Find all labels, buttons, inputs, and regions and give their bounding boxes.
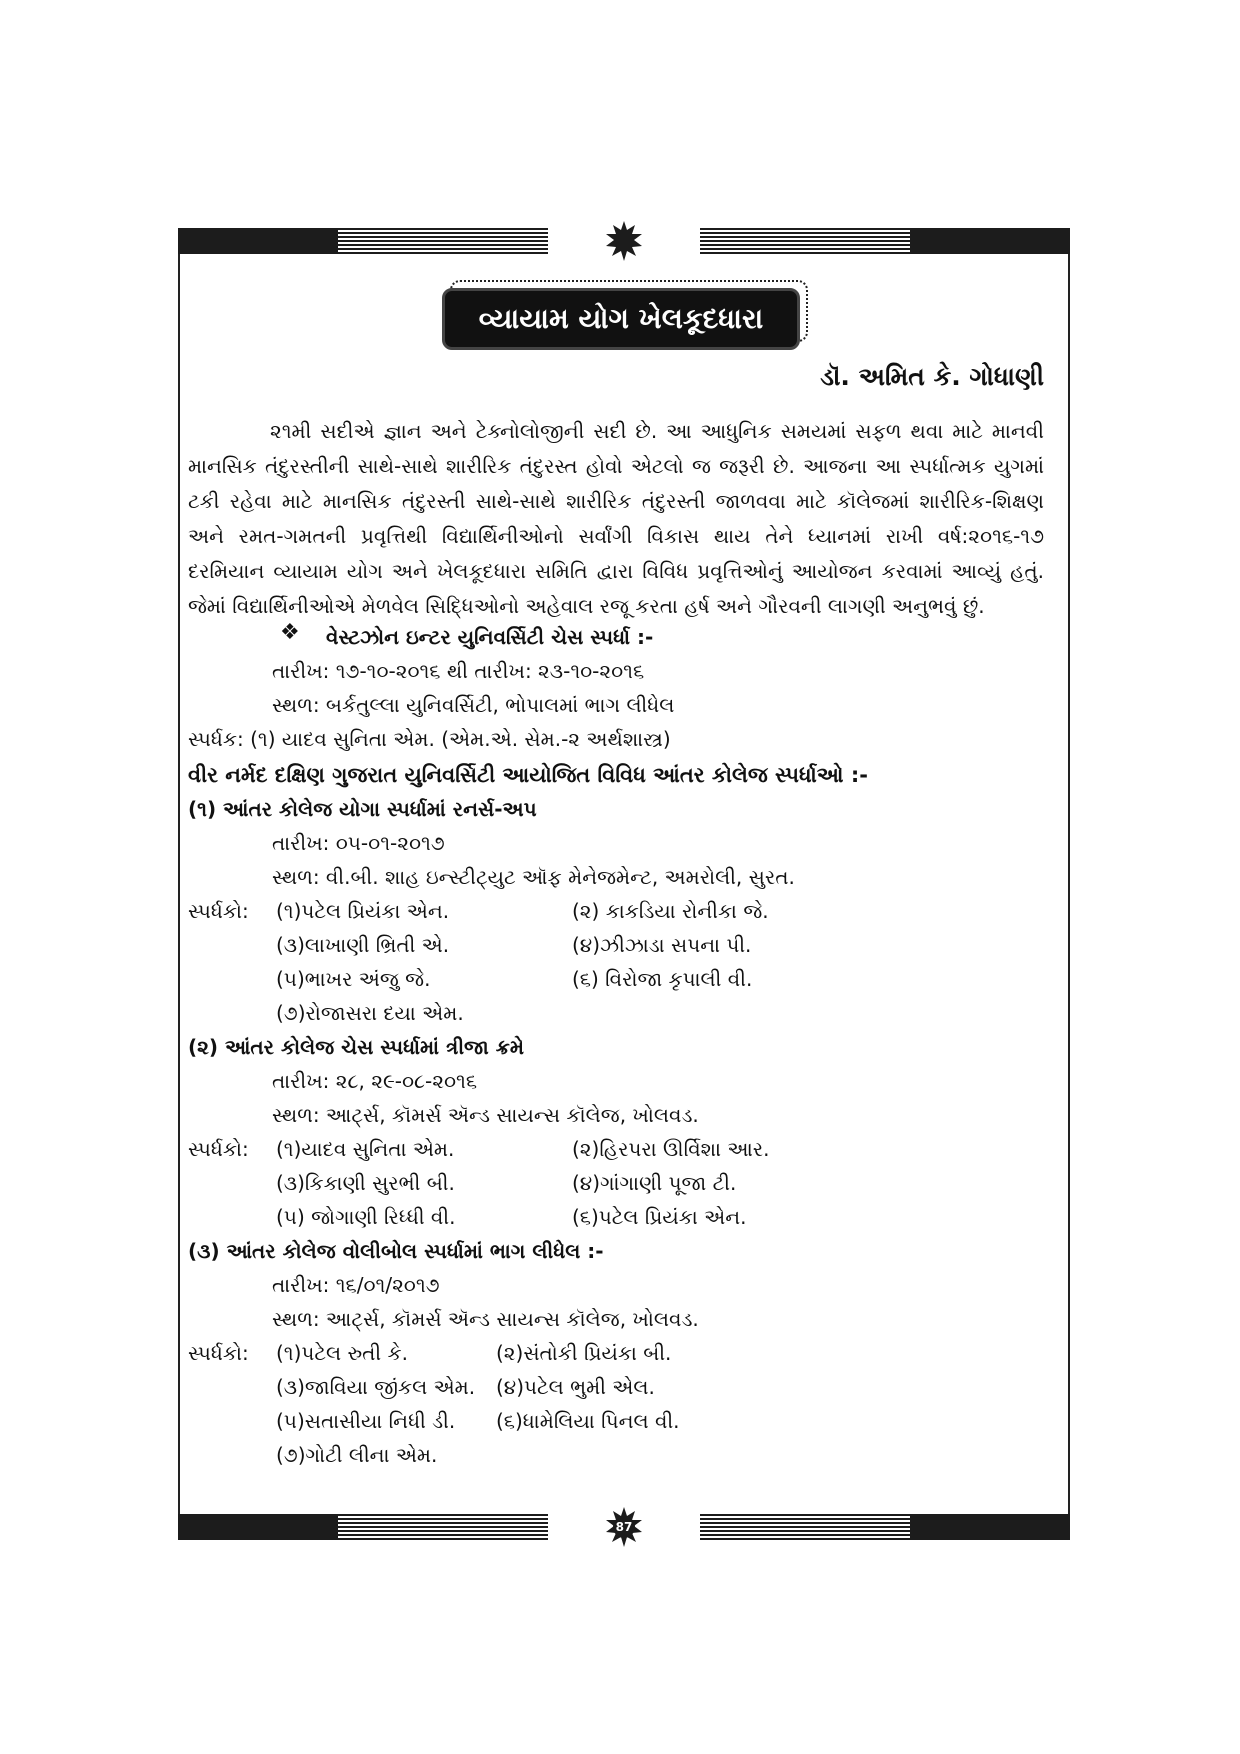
author-name: ડૉ. અમિત કે. ગોધાણી [820, 362, 1044, 391]
participant: (૪)ગાંગાણી પૂજા ટી. [572, 1171, 737, 1195]
bottom-band [178, 1514, 1070, 1540]
participant: (૧)પટેલ રુતી કે. [276, 1341, 408, 1365]
participant: (૪)પટેલ ભુમી એલ. [496, 1375, 655, 1399]
event-date: તારીખ: ૨૮, ૨૯-૦૮-૨૦૧૬ [272, 1069, 478, 1093]
event-venue: સ્થળ: આર્ટ્સ, કૉમર્સ ઍન્ડ સાયન્સ કૉલેજ, ખોલવડ. [272, 1103, 699, 1127]
intercollege-heading: વીર નર્મદ દક્ષિણ ગુજરાત યુનિવર્સિટી આયોજિત વિવિધ આંતર કોલેજ સ્પર્ધાઓ :- [188, 763, 868, 787]
participants-label: સ્પર્ધકો: [188, 1341, 249, 1365]
diamond-bullet-icon: ❖ [280, 620, 300, 645]
event-date: તારીખ: ૦૫-૦૧-૨૦૧૭ [272, 831, 445, 855]
participants-label: સ્પર્ધકો: [188, 899, 249, 923]
page-number: 87 [615, 1520, 633, 1534]
intro-line: દરમિયાન વ્યાયામ યોગ અને ખેલકૂદધારા સમિતિ દ્વારા વિવિધ પ્રવૃત્તિઓનું આયોજન કરવામાં આવ્યું હતું. [188, 559, 1044, 583]
intro-paragraph [188, 414, 1044, 624]
event-date: તારીખ: ૧૬/૦૧/૨૦૧૭ [272, 1273, 440, 1297]
participant: (૨)સંતોકી પ્રિયંકા બી. [496, 1341, 672, 1365]
event-venue: સ્થળ: આર્ટ્સ, કૉમર્સ ઍન્ડ સાયન્સ કૉલેજ, ખોલવડ. [272, 1307, 699, 1331]
page-title: વ્યાયામ યોગ ખેલકૂદધારા [442, 288, 800, 350]
participants-label: સ્પર્ધકો: [188, 1137, 249, 1161]
event-heading: (૨) આંતર કોલેજ ચેસ સ્પર્ધામાં ત્રીજા ક્રમે [188, 1035, 524, 1059]
participant: (૨)હિરપરા ઊર્વિશા આર. [572, 1137, 770, 1161]
event-heading: (૩) આંતર કોલેજ વોલીબોલ સ્પર્ધામાં ભાગ લીધેલ :- [188, 1239, 604, 1263]
participant: (૩)લાખાણી ભ્રિતી એ. [276, 933, 450, 957]
participant: (૩)જાવિયા જીંકલ એમ. [276, 1375, 476, 1399]
participant: (૪)ઝીઝાડા સપના પી. [572, 933, 752, 957]
intro-line: ૨૧મી સદીએ જ્ઞાન અને ટેક્નોલોજીની સદી છે. આ આધુનિક સમયમાં સફળ થવા માટે માનવી [270, 419, 1044, 443]
title-banner [442, 288, 808, 352]
participant: (૬)પટેલ પ્રિયંકા એન. [572, 1205, 747, 1229]
page-number-badge [604, 1507, 644, 1547]
sun-ornament-icon [604, 221, 644, 261]
participant: (૧)પટેલ પ્રિયંકા એન. [276, 899, 450, 923]
intro-line: જેમાં વિદ્યાર્થિનીઓએ મેળવેલ સિદ્ધિઓનો અહેવાલ રજૂ કરતા હર્ષ અને ગૌરવની લાગણી અનુભવું છું. [188, 594, 985, 618]
participant: (૫) જોગાણી રિધ્ધી વી. [276, 1205, 456, 1229]
event-venue: સ્થળ: વી.બી. શાહ ઇન્સ્ટીટ્યુટ ઑફ મેનેજમેન્ટ, અમરોલી, સુરત. [272, 865, 795, 889]
westzone-heading: વેસ્ટઝોન ઇન્ટર યુનિવર્સિટી ચેસ સ્પર્ધા :- [326, 625, 654, 649]
intro-line: અને રમત-ગમતની પ્રવૃત્તિથી વિદ્યાર્થિનીઓનો સર્વાંગી વિકાસ થાય તેને ધ્યાનમાં રાખી વર્ષ:૨૦૧૬-૧૭ [188, 524, 1044, 548]
westzone-participant: સ્પર્ધક: (૧) યાદવ સુનિતા એમ. (એમ.એ. સેમ.-૨ અર્થશાસ્ત્ર) [188, 727, 671, 751]
participant: (૫)ભાખર અંજુ જે. [276, 967, 431, 991]
participant: (૭)ગોટી લીના એમ. [276, 1443, 438, 1467]
intro-line: ટકી રહેવા માટે માનસિક તંદુરસ્તી સાથે-સાથે શારીરિક તંદુરસ્તી જાળવવા માટે કૉલેજમાં શારીરિક-શિક્ષણ [188, 489, 1044, 513]
participant: (૧)યાદવ સુનિતા એમ. [276, 1137, 455, 1161]
westzone-date: તારીખ: ૧૭-૧૦-૨૦૧૬ થી તારીખ: ૨૩-૧૦-૨૦૧૬ [272, 659, 645, 683]
intro-line: માનસિક તંદુરસ્તીની સાથે-સાથે શારીરિક તંદુરસ્ત હોવો એટલો જ જરૂરી છે. આજના આ સ્પર્ધાત્મક યુગમાં [188, 454, 1044, 478]
participant: (૬) વિરોજા કૃપાલી વી. [572, 967, 753, 991]
participant: (૬)ધામેલિયા પિનલ વી. [496, 1409, 680, 1433]
participant: (૫)સતાસીયા નિધી ડી. [276, 1409, 456, 1433]
participant: (૭)રોજાસરા દયા એમ. [276, 1001, 464, 1025]
event-heading: (૧) આંતર કોલેજ યોગા સ્પર્ધામાં રનર્સ-અપ [188, 797, 537, 821]
participant: (૨) કાકડિયા રોનીકા જે. [572, 899, 769, 923]
top-band [178, 228, 1070, 254]
westzone-venue: સ્થળ: બર્કતુલ્લા યુનિવર્સિટી, ભોપાલમાં ભાગ લીધેલ [272, 693, 675, 717]
participant: (૩)કિકાણી સુરભી બી. [276, 1171, 455, 1195]
